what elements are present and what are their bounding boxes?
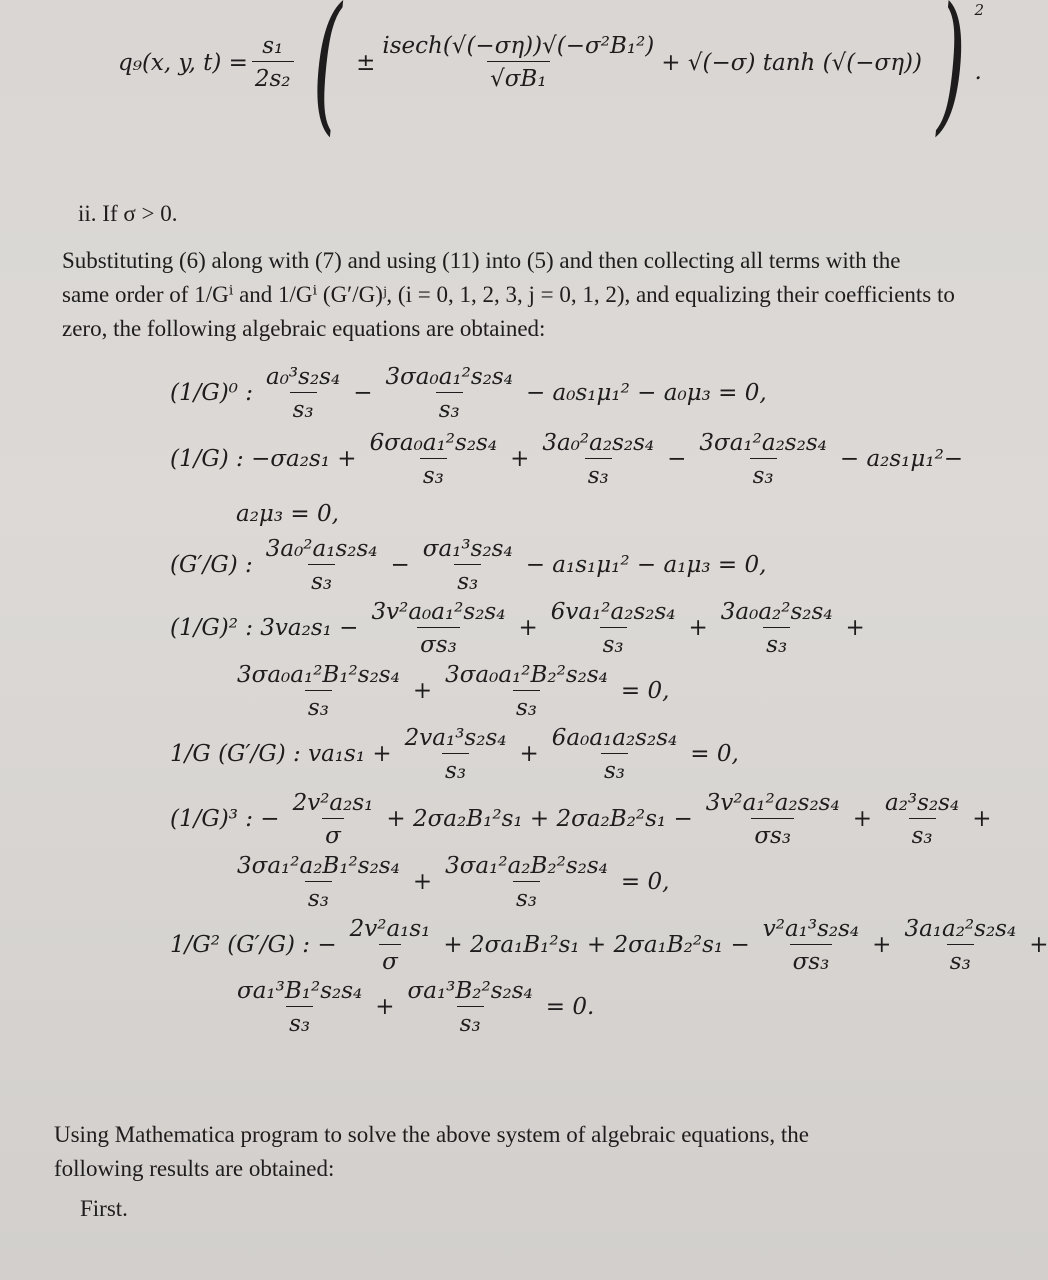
fraction-denominator: s₃ [600, 627, 627, 658]
equation-row [170, 362, 950, 424]
fraction-denominator: s₃ [909, 818, 936, 849]
equation-fraction [882, 790, 962, 849]
fraction-denominator: s₃ [442, 753, 469, 784]
fraction-denominator: s₃ [947, 944, 974, 975]
equation-list [170, 362, 1048, 1037]
equation-operator: + [412, 869, 433, 895]
equation-operator: = 0, [690, 741, 739, 767]
equation-operator: a₂μ₃ = 0, [236, 501, 339, 527]
fraction-numerator: 3σa₀a₁²s₂s₄ [385, 363, 513, 390]
equation-operator: − a₂s₁μ₁²− [839, 446, 964, 472]
equation-operator: = 0. [545, 994, 595, 1020]
equation-operator: + [518, 615, 538, 641]
q9-coef: $\frac{\text{s₁}}{\text{2s₂}}$ [252, 33, 294, 92]
equation-operator: + [1029, 932, 1048, 958]
equation-operator: − [390, 552, 410, 578]
case-heading: ii. If σ > 0. [78, 201, 178, 226]
fraction-numerator: 3σa₁²a₂B₁²s₂s₄ [237, 852, 400, 879]
fraction-numerator: 3a₀a₂²s₂s₄ [720, 598, 833, 625]
fraction-numerator: 6a₀a₁a₂s₂s₄ [551, 724, 678, 751]
fraction-denominator: s₃ [750, 458, 777, 489]
equation-fraction [901, 916, 1019, 975]
intro-line-2: same order of 1/Gⁱ and 1/Gⁱ (G′/G)ʲ, (i = 0, 1, 2, 3, j = 0, 1, 2), and equalizing their coefficients to [62, 282, 955, 307]
fraction-denominator: s₃ [513, 881, 540, 912]
fraction-denominator: σs₃ [751, 818, 794, 849]
fraction-denominator: s₃ [305, 690, 332, 721]
fraction-numerator: 3v²a₁²a₂s₂s₄ [705, 789, 840, 816]
equation-fraction [442, 662, 611, 721]
equation-fraction [367, 430, 500, 489]
equation-operator: = 0, [620, 869, 670, 895]
fraction-numerator: σa₁³B₂²s₂s₄ [407, 977, 533, 1004]
equation-operator: + [375, 994, 395, 1020]
fraction-denominator: s₃ [305, 881, 332, 912]
equation-fraction [234, 662, 403, 721]
equation-operator: + 2σa₂B₁²s₁ + 2σa₂B₂²s₁ − [386, 806, 693, 832]
equation-fraction [405, 978, 536, 1037]
fraction-denominator: σ [379, 944, 401, 975]
fraction-numerator: 6va₁²a₂s₂s₄ [550, 598, 676, 625]
equation-row [170, 494, 950, 534]
fraction-numerator: σa₁³B₁²s₂s₄ [237, 977, 363, 1004]
equation-fraction [420, 536, 516, 595]
equation-fraction [234, 978, 365, 1037]
equation-operator: + [519, 741, 539, 767]
fraction-numerator: 3σa₀a₁²B₂²s₂s₄ [445, 661, 608, 688]
equation-fraction [368, 599, 508, 658]
equation-row [170, 722, 950, 786]
equation-label: (1/G)³ : − [170, 806, 280, 832]
fraction-numerator: 3σa₁²a₂s₂s₄ [699, 429, 827, 456]
equation-row [170, 424, 964, 494]
q9-left-paren: ( [312, 0, 342, 150]
equation-label: (1/G)² : 3va₂s₁ − [170, 615, 359, 641]
fraction-denominator: s₃ [454, 564, 481, 595]
q9-sech-fraction: $\frac{\text{isech(√(−ση))√(−σ²B₁²)}}{\text{√σB₁}}$ [382, 33, 655, 92]
equation-operator: + [852, 806, 872, 832]
fraction-numerator: 3v²a₀a₁²s₂s₄ [371, 598, 506, 625]
equation-operator: + 2σa₁B₁²s₁ + 2σa₁B₂²s₁ − [443, 932, 750, 958]
q9-lhs: q₉(x, y, t) = [118, 49, 248, 76]
equation-row [170, 534, 950, 596]
fraction-numerator: v²a₁³s₂s₄ [762, 915, 860, 942]
intro-paragraph [62, 244, 955, 346]
equation-row [170, 596, 950, 660]
fraction-numerator: σa₁³s₂s₄ [422, 535, 513, 562]
equation-label: 1/G (G′/G) : va₁s₁ + [170, 741, 392, 767]
fraction-numerator: 2v²a₂s₁ [292, 789, 374, 816]
equation-fraction [539, 430, 657, 489]
q9-period: . [974, 58, 982, 85]
equation-operator: + [412, 678, 433, 704]
equation-operator: + [872, 932, 892, 958]
equation-row [170, 852, 950, 912]
fraction-numerator: a₂³s₂s₄ [884, 789, 960, 816]
first-label: First. [80, 1196, 128, 1221]
equation-fraction [696, 430, 829, 489]
fraction-denominator: σs₃ [417, 627, 460, 658]
equation-fraction [549, 725, 680, 784]
equation-label: (1/G)⁰ : [170, 380, 253, 406]
equation-label: 1/G² (G′/G) : − [170, 932, 337, 958]
equation-fraction [234, 853, 403, 912]
equation-fraction [347, 916, 434, 975]
fraction-denominator: σ [322, 818, 344, 849]
equation-row [170, 786, 992, 852]
fraction-numerator: 2va₁³s₂s₄ [404, 724, 507, 751]
equation-operator: − [353, 380, 373, 406]
fraction-numerator: 3σa₁²a₂B₂²s₂s₄ [445, 852, 608, 879]
equation-operator: − a₀s₁μ₁² − a₀μ₃ = 0, [525, 380, 767, 406]
equation-row [170, 978, 950, 1036]
fraction-denominator: s₃ [585, 458, 612, 489]
fraction-denominator: s₃ [286, 1006, 313, 1037]
equation-fraction [290, 790, 377, 849]
equation-operator: − a₁s₁μ₁² − a₁μ₃ = 0, [525, 552, 767, 578]
equation-fraction [718, 599, 836, 658]
fraction-denominator: s₃ [513, 690, 540, 721]
equation-fraction [263, 536, 381, 595]
fraction-numerator: 3σa₀a₁²B₁²s₂s₄ [237, 661, 400, 688]
fraction-numerator: 3a₀²a₁s₂s₄ [265, 535, 378, 562]
equation-row [170, 660, 950, 722]
equation-operator: + [972, 806, 992, 832]
equation-row [170, 912, 1048, 978]
fraction-denominator: s₃ [420, 458, 447, 489]
outro-line-2: following results are obtained: [54, 1156, 335, 1181]
outro-line-1: Using Mathematica program to solve the above system of algebraic equations, the [54, 1122, 809, 1147]
fraction-numerator: 3a₁a₂²s₂s₄ [904, 915, 1017, 942]
outro-paragraph [54, 1118, 914, 1186]
q9-exponent: 2 [974, 0, 985, 19]
equation-label: (1/G) : −σa₂s₁ + [170, 446, 357, 472]
equation-fraction [760, 916, 862, 975]
equation-fraction [703, 790, 843, 849]
fraction-denominator: s₃ [457, 1006, 484, 1037]
equation-fraction [382, 364, 515, 423]
fraction-numerator: a₀³s₂s₄ [265, 363, 341, 390]
equation-fraction [263, 364, 343, 423]
fraction-denominator: s₃ [436, 392, 463, 423]
q9-right-paren: ) [936, 0, 966, 150]
equation-fraction [402, 725, 510, 784]
fraction-numerator: 2v²a₁s₁ [349, 915, 431, 942]
equation-fraction [548, 599, 679, 658]
q9-tanh-term: + √(−σ) tanh (√(−ση)) [661, 49, 922, 76]
equation-operator: = 0, [620, 678, 670, 704]
fraction-numerator: 6σa₀a₁²s₂s₄ [369, 429, 498, 456]
q9-pm: ± [356, 49, 376, 76]
fraction-denominator: s₃ [763, 627, 790, 658]
equation-operator: + [845, 615, 865, 641]
equation-operator: + [688, 615, 708, 641]
equation-operator: − [667, 446, 687, 472]
equation-fraction [442, 853, 611, 912]
equation-label: (G′/G) : [170, 552, 253, 578]
fraction-denominator: s₃ [290, 392, 317, 423]
equation-q9 [118, 0, 985, 150]
intro-line-1: Substituting (6) along with (7) and using (11) into (5) and then collecting all terms with the [62, 248, 901, 273]
fraction-denominator: σs₃ [790, 944, 833, 975]
fraction-numerator: 3a₀²a₂s₂s₄ [542, 429, 655, 456]
equation-operator: + [510, 446, 530, 472]
fraction-denominator: s₃ [601, 753, 628, 784]
intro-line-3: zero, the following algebraic equations are obtained: [62, 316, 546, 341]
fraction-denominator: s₃ [308, 564, 335, 595]
